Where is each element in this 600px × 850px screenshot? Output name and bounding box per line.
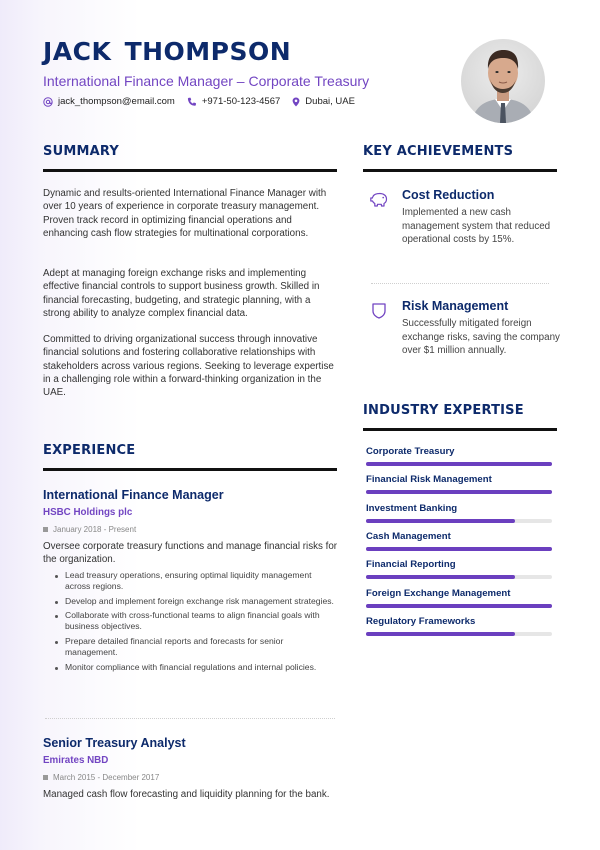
achievement-separator bbox=[371, 283, 549, 284]
skill-level-track bbox=[366, 604, 552, 608]
experience-heading: EXPERIENCE bbox=[43, 443, 136, 458]
email-text: jack_thompson@email.com bbox=[58, 96, 175, 107]
skill-item bbox=[366, 503, 552, 515]
candidate-name: JACK THOMPSON bbox=[43, 37, 292, 66]
achievements-heading: KEY ACHIEVEMENTS bbox=[363, 144, 514, 159]
summary-paragraph-3: Committed to driving organizational success through innovative financial solutions and fostering collaborative relationships with stakeholders across various regions. Seeking to leverage expertise in a challenging role within a forward-thinking organization in the UAE. bbox=[43, 334, 334, 399]
location-pin-icon bbox=[292, 97, 300, 107]
job-dates-text: March 2015 - December 2017 bbox=[53, 773, 160, 782]
achievement-title: Risk Management bbox=[402, 299, 509, 313]
responsibility-item: Monitor compliance with financial regulations and internal policies. bbox=[55, 662, 338, 673]
resume-header bbox=[43, 36, 443, 107]
contact-phone[interactable] bbox=[187, 96, 280, 107]
skill-label: Investment Banking bbox=[366, 502, 458, 514]
skill-level-track bbox=[366, 632, 552, 636]
skill-label: Regulatory Frameworks bbox=[366, 615, 476, 627]
skill-level-fill bbox=[366, 604, 552, 608]
skill-level-fill bbox=[366, 490, 552, 494]
achievements-divider bbox=[363, 169, 557, 172]
contact-email[interactable] bbox=[43, 96, 175, 107]
contact-location bbox=[292, 96, 355, 107]
skill-label: Cash Management bbox=[366, 530, 451, 542]
skill-label: Financial Risk Management bbox=[366, 474, 492, 486]
job-responsibilities bbox=[43, 570, 338, 674]
achievement-title: Cost Reduction bbox=[402, 188, 495, 202]
summary-paragraph-1: Dynamic and results-oriented International Finance Manager with over 10 years of experience in corporate treasury management. Proven track record in optimizing financial operations and enhancing cash flow strategies for multinational corporations. bbox=[43, 188, 327, 239]
job-dates bbox=[43, 772, 338, 783]
skill-level-fill bbox=[366, 632, 515, 636]
skill-level-fill bbox=[366, 547, 552, 551]
skill-level-fill bbox=[366, 575, 515, 579]
summary-divider bbox=[43, 169, 337, 172]
job-company: HSBC Holdings plc bbox=[43, 507, 133, 518]
responsibility-item: Develop and implement foreign exchange risk management strategies. bbox=[55, 596, 338, 607]
skill-item bbox=[366, 616, 552, 628]
skill-level-fill bbox=[366, 519, 515, 523]
expertise-divider bbox=[363, 428, 557, 431]
skill-item bbox=[366, 559, 552, 571]
responsibility-item: Lead treasury operations, ensuring optimal liquidity management across regions. bbox=[55, 570, 338, 592]
at-icon bbox=[43, 97, 53, 107]
responsibility-item: Collaborate with cross-functional teams to align financial goals with business objectives. bbox=[55, 610, 338, 632]
skill-level-track bbox=[366, 519, 552, 523]
skill-item bbox=[366, 446, 552, 458]
calendar-icon bbox=[43, 775, 48, 780]
skill-level-track bbox=[366, 547, 552, 551]
skill-level-track bbox=[366, 575, 552, 579]
skill-label: Corporate Treasury bbox=[366, 446, 455, 457]
avatar-illustration bbox=[461, 39, 545, 123]
responsibility-item: Prepare detailed financial reports and forecasts for senior management. bbox=[55, 636, 338, 658]
skill-level-fill bbox=[366, 462, 552, 466]
skill-label: Foreign Exchange Management bbox=[366, 587, 511, 599]
job-company: Emirates NBD bbox=[43, 755, 109, 766]
phone-text: +971-50-123-4567 bbox=[201, 96, 281, 107]
job-entry bbox=[43, 487, 338, 677]
experience-divider bbox=[43, 468, 337, 471]
skill-level-track bbox=[366, 462, 552, 466]
calendar-icon bbox=[43, 527, 48, 532]
shield-icon bbox=[369, 302, 389, 320]
piggy-bank-icon bbox=[369, 191, 389, 209]
candidate-title: International Finance Manager – Corporate Treasury bbox=[43, 73, 370, 89]
job-dates bbox=[43, 524, 338, 535]
skill-item bbox=[366, 531, 552, 543]
job-entry bbox=[43, 735, 338, 801]
achievement-description: Implemented a new cash management system that reduced operational costs by 15%. bbox=[402, 207, 551, 245]
job-dates-text: January 2018 - Present bbox=[53, 525, 137, 534]
profile-photo bbox=[461, 39, 545, 123]
job-description: Oversee corporate treasury functions and manage financial risks for the organization. bbox=[43, 541, 338, 566]
job-separator bbox=[45, 718, 335, 719]
location-text: Dubai, UAE bbox=[305, 96, 355, 107]
skill-label: Financial Reporting bbox=[366, 559, 456, 571]
summary-paragraph-2: Adept at managing foreign exchange risks and implementing effective financial controls to support business growth. Skilled in financial forecasting, budgeting, and strategic planning, with a strong ability to analyze complex financial data. bbox=[43, 268, 320, 319]
skill-item bbox=[366, 588, 552, 600]
achievement-description: Successfully mitigated foreign exchange risks, saving the company over $1 million annually. bbox=[402, 318, 560, 356]
job-title: Senior Treasury Analyst bbox=[43, 736, 186, 750]
job-description: Managed cash flow forecasting and liquidity planning for the bank. bbox=[43, 789, 330, 800]
summary-heading: SUMMARY bbox=[43, 144, 119, 159]
contact-info bbox=[43, 96, 443, 107]
job-title: International Finance Manager bbox=[43, 488, 224, 502]
expertise-heading: INDUSTRY EXPERTISE bbox=[363, 403, 524, 418]
skill-item bbox=[366, 474, 552, 486]
phone-icon bbox=[187, 97, 197, 107]
skill-level-track bbox=[366, 490, 552, 494]
